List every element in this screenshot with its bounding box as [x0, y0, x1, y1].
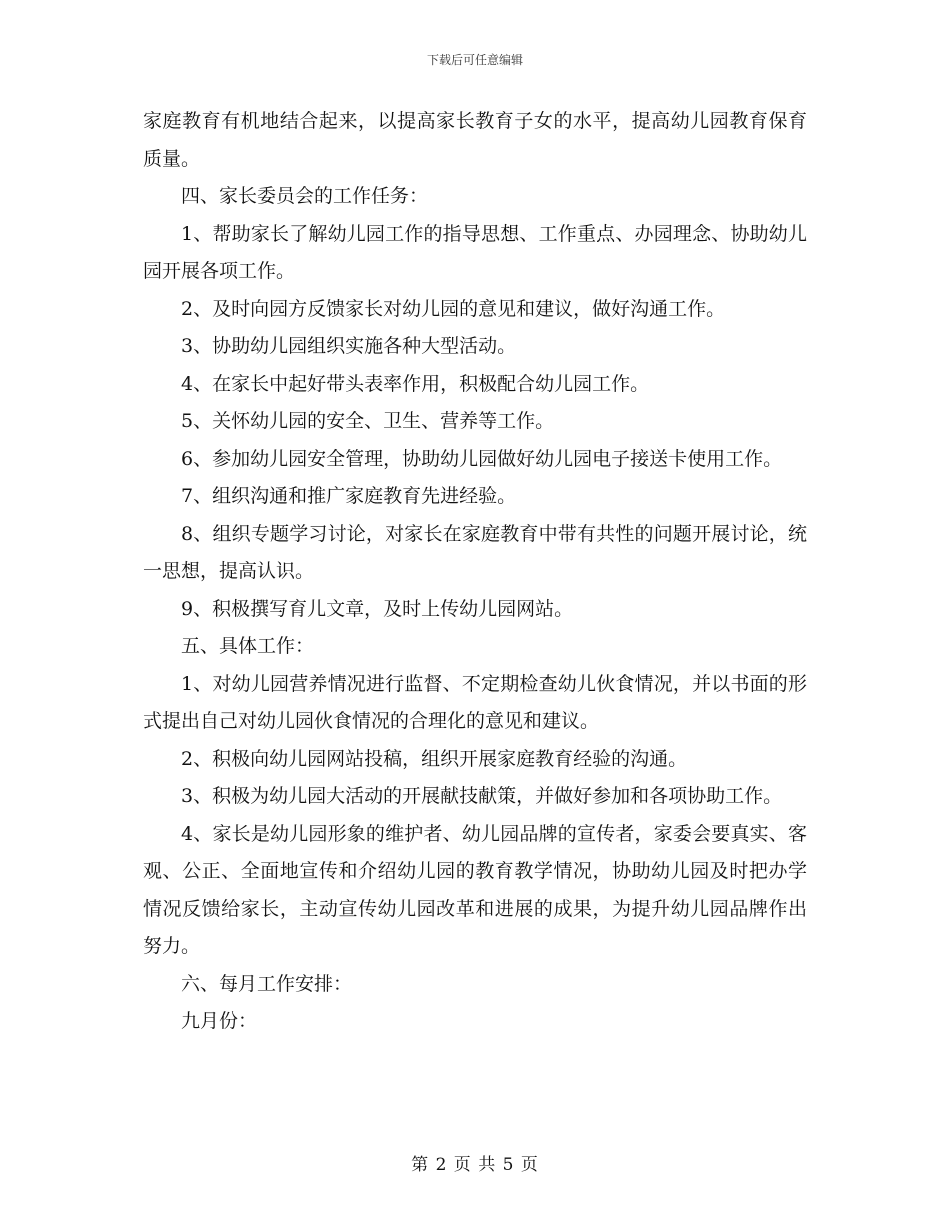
document-body	[143, 103, 807, 1041]
list-item: 4、家长是幼儿园形象的维护者、幼儿园品牌的宣传者，家委会要真实、客观、公正、全面地宣传和介绍幼儿园的教育教学情况，协助幼儿园及时把办学情况反馈给家长，主动宣传幼儿园改革和进展的成果，为提升幼儿园品牌作出努力。	[143, 822, 807, 957]
list-item: 1、帮助家长了解幼儿园工作的指导思想、工作重点、办园理念、协助幼儿园开展各项工作。	[143, 222, 807, 282]
paragraph: 家庭教育有机地结合起来，以提高家长教育子女的水平，提高幼儿园教育保育质量。	[143, 110, 807, 170]
list-item: 9、积极撰写育儿文章，及时上传幼儿园网站。	[181, 597, 574, 620]
list-item: 5、关怀幼儿园的安全、卫生、营养等工作。	[181, 410, 555, 432]
page-header: 下载后可任意编辑	[426, 53, 523, 67]
list-item: 7、组织沟通和推广家庭教育先进经验。	[181, 485, 517, 507]
list-item: 3、协助幼儿园组织实施各种大型活动。	[181, 335, 517, 357]
section-heading: 六、每月工作安排：	[181, 972, 353, 995]
list-item: 3、积极为幼儿园大活动的开展献技献策，并做好参加和各项协助工作。	[181, 785, 783, 807]
list-item: 1、对幼儿园营养情况进行监督、不定期检查幼儿伙食情况，并以书面的形式提出自己对幼儿园伙食情况的合理化的意见和建议。	[143, 672, 807, 732]
list-item: 4、在家长中起好带头表率作用，积极配合幼儿园工作。	[181, 372, 650, 395]
list-item: 2、积极向幼儿园网站投稿，组织开展家庭教育经验的沟通。	[181, 747, 688, 770]
list-item: 8、组织专题学习讨论，对家长在家庭教育中带有共性的问题开展讨论，统一思想，提高认识。	[143, 522, 807, 582]
sub-heading: 九月份：	[181, 1010, 258, 1032]
page-number: 第 2 页 共 5 页	[411, 1155, 539, 1175]
section-heading: 五、具体工作：	[181, 635, 315, 657]
list-item: 2、及时向园方反馈家长对幼儿园的意见和建议，做好沟通工作。	[181, 297, 726, 320]
section-heading: 四、家长委员会的工作任务：	[181, 185, 429, 207]
list-item: 6、参加幼儿园安全管理，协助幼儿园做好幼儿园电子接送卡使用工作。	[181, 447, 783, 470]
